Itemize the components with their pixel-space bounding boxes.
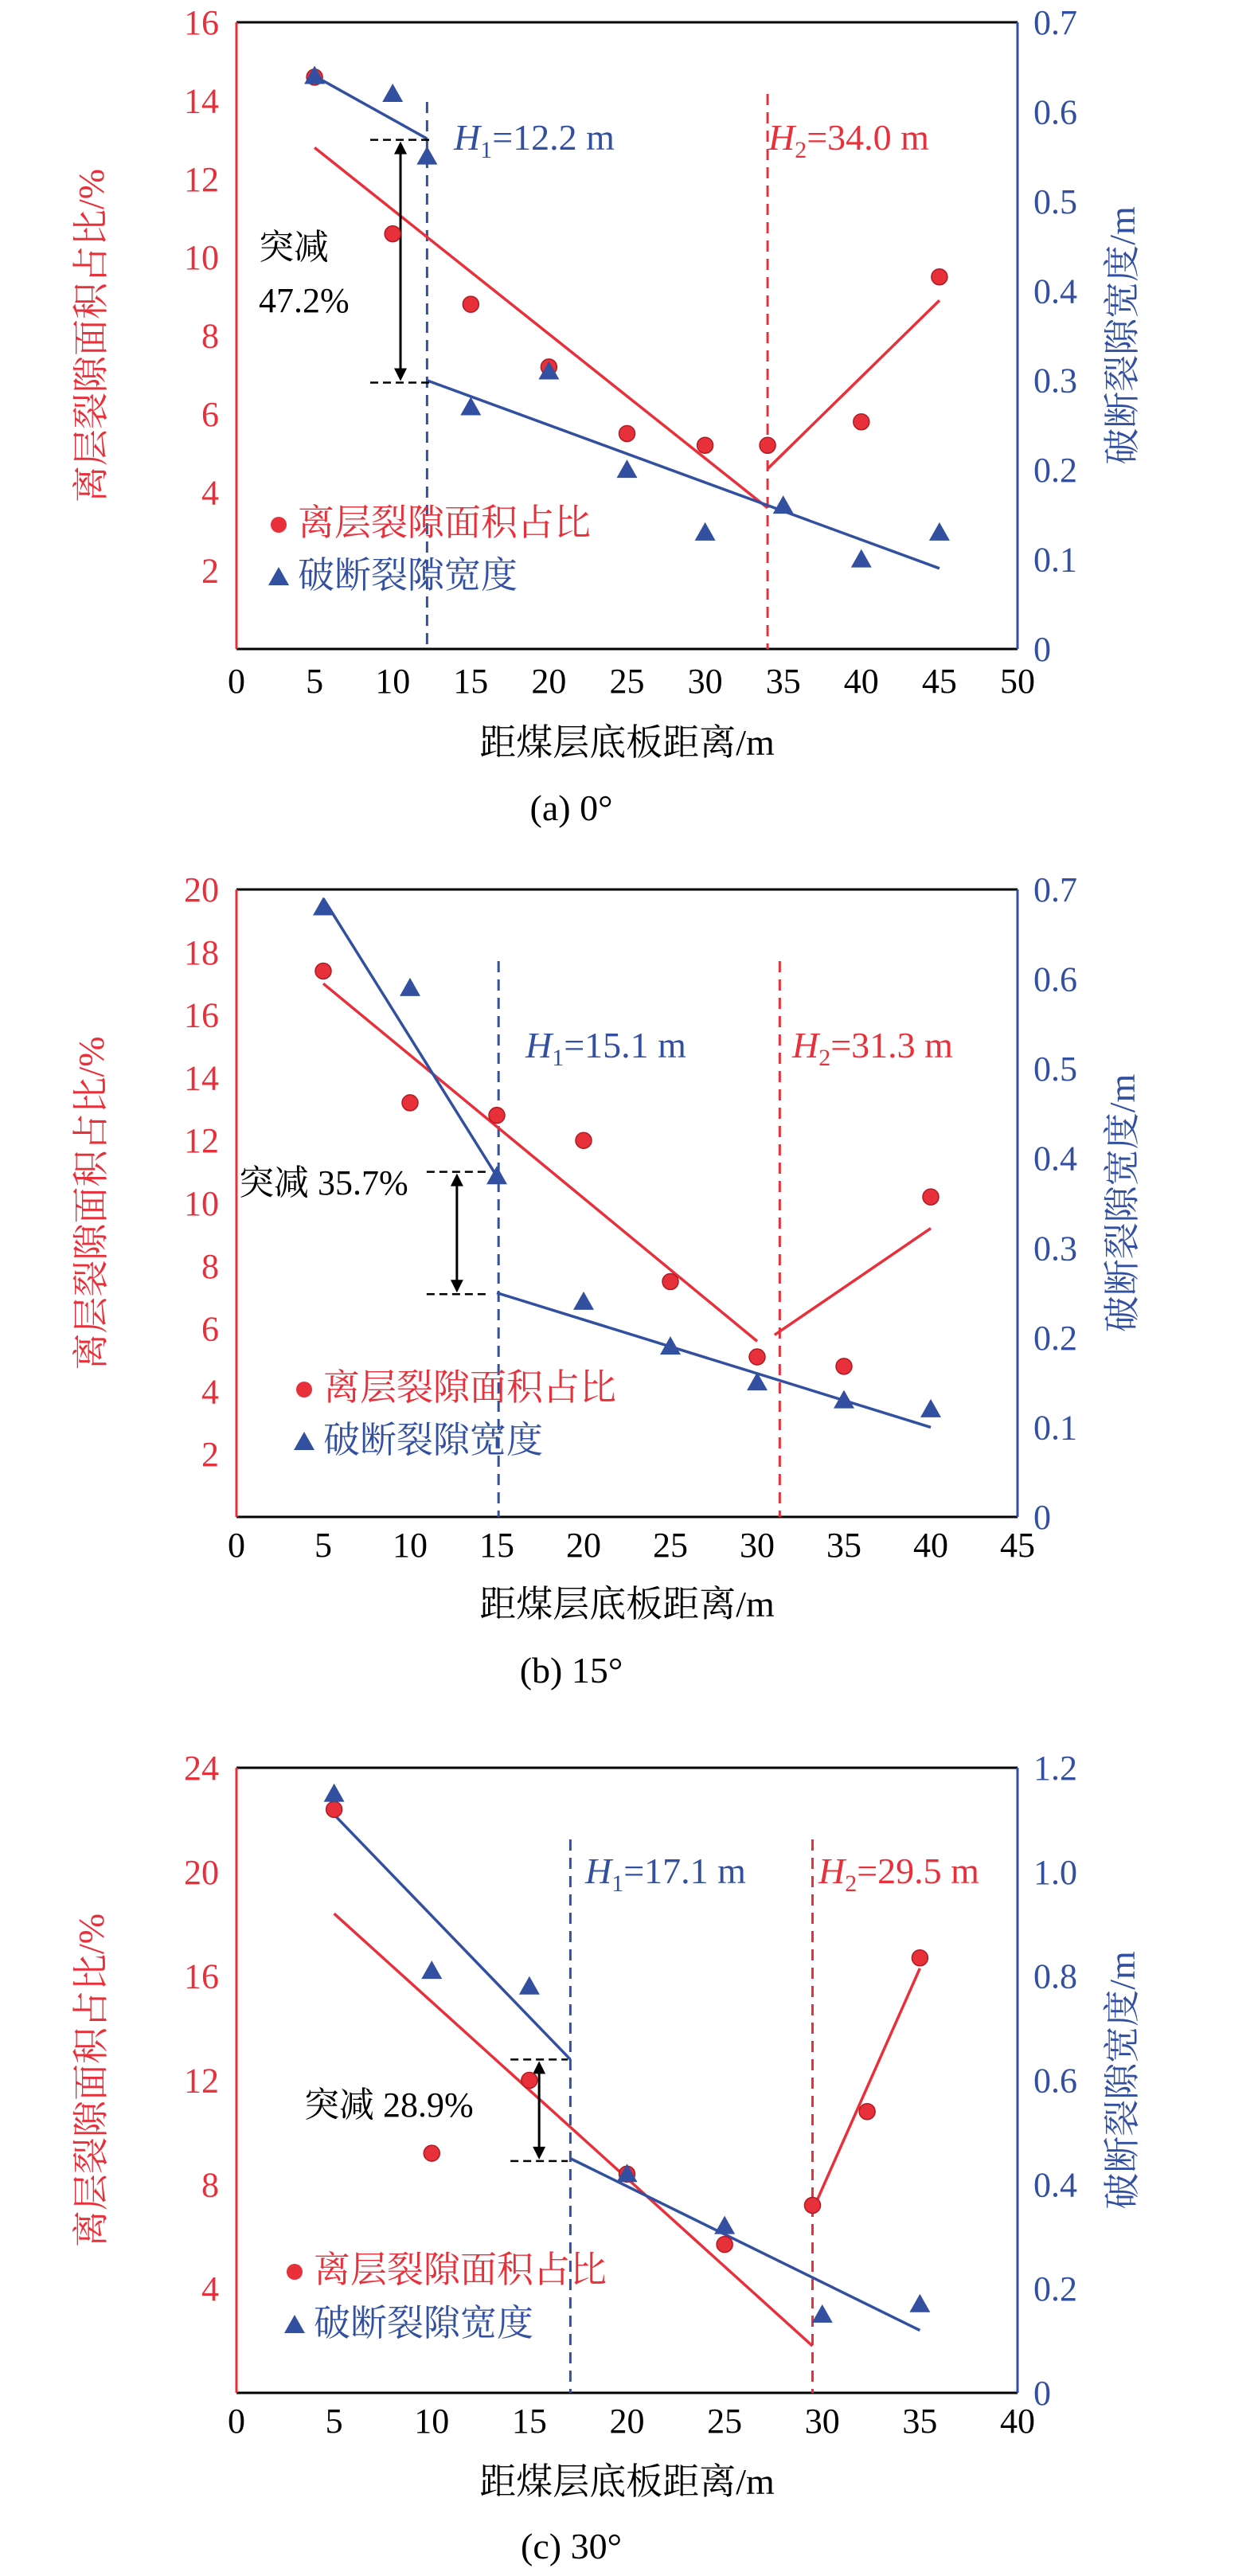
threshold-label-value: =17.1 m [623, 1851, 746, 1891]
right-axis-label: 破断裂隙宽度/m [1102, 1951, 1143, 2210]
trend-line-right [570, 2159, 920, 2331]
data-point-circle [760, 437, 775, 453]
data-point-triangle [324, 1784, 345, 1802]
left-tick-label: 12 [184, 1121, 219, 1161]
left-tick-label: 12 [184, 2061, 219, 2101]
data-point-circle [385, 226, 400, 242]
x-tick-label: 10 [393, 1526, 428, 1565]
legend-circle-marker [271, 517, 287, 533]
data-point-triangle [519, 1976, 540, 1995]
trend-line-left [314, 147, 768, 508]
data-point-circle [749, 1349, 765, 1365]
threshold-label-h1 [453, 117, 615, 163]
left-tick-label: 4 [201, 2269, 219, 2309]
left-axis-label: 离层裂隙面积占比/% [71, 168, 111, 503]
drop-annotation-text: 突减 [259, 228, 329, 267]
x-tick-label: 40 [913, 1526, 948, 1565]
data-point-circle [662, 1274, 678, 1290]
right-tick-label: 0.1 [1033, 540, 1077, 580]
right-tick-label: 0.1 [1033, 1408, 1077, 1448]
data-point-triangle [929, 522, 950, 541]
left-axis-label: 离层裂隙面积占比/% [71, 1913, 111, 2248]
x-tick-label: 50 [1000, 662, 1035, 701]
legend-entry-left: 离层裂隙面积占比 [298, 502, 591, 543]
drop-annotation-text: 突减 28.9% [304, 2085, 474, 2125]
data-point-triangle [313, 897, 334, 916]
right-tick-label: 0.7 [1033, 870, 1077, 909]
right-tick-label: 0.8 [1033, 1956, 1077, 1996]
drop-arrow-head-up [451, 1174, 463, 1186]
threshold-label-symbol: H [818, 1851, 846, 1891]
left-tick-label: 10 [184, 1184, 219, 1223]
x-tick-label: 5 [325, 2402, 343, 2441]
left-tick-label: 10 [184, 238, 219, 278]
legend-entry-right: 破断裂隙宽度 [314, 2303, 533, 2343]
drop-arrow-head-up [533, 2061, 545, 2074]
legend-circle-marker [287, 2264, 303, 2280]
threshold-label-symbol: H [454, 117, 481, 158]
x-tick-label: 0 [228, 2402, 245, 2441]
left-tick-label: 14 [184, 81, 219, 121]
right-axis-label: 破断裂隙宽度/m [1102, 206, 1143, 465]
data-point-circle [923, 1189, 939, 1205]
drop-arrow-head-up [394, 142, 407, 154]
chart-panel-2 [71, 870, 1143, 1691]
legend-circle-marker [296, 1382, 312, 1397]
drop-arrow-head-down [394, 369, 407, 381]
x-tick-label: 25 [653, 1526, 688, 1565]
x-tick-label: 20 [609, 2402, 645, 2441]
left-tick-label: 16 [184, 1956, 219, 1996]
left-tick-label: 24 [184, 1749, 219, 1788]
data-point-circle [836, 1358, 852, 1374]
drop-arrow-head-down [451, 1280, 463, 1292]
data-point-triangle [382, 84, 403, 102]
x-tick-label: 5 [306, 662, 324, 701]
threshold-label-subscript: 1 [480, 137, 493, 163]
right-tick-label: 0.6 [1033, 2061, 1077, 2101]
x-tick-label: 0 [228, 1526, 245, 1565]
x-tick-label: 25 [707, 2402, 743, 2441]
right-tick-label: 0.6 [1033, 92, 1077, 132]
threshold-label-h2 [818, 1851, 979, 1897]
data-point-triangle [416, 147, 437, 165]
data-point-triangle [421, 1960, 442, 1979]
threshold-label-value: =15.1 m [564, 1025, 686, 1065]
right-tick-label: 1.0 [1033, 1852, 1077, 1892]
chart-panel-3 [71, 1749, 1143, 2566]
right-tick-label: 0.7 [1033, 3, 1077, 42]
data-point-circle [717, 2237, 732, 2253]
legend-entry-left: 离层裂隙面积占比 [323, 1367, 616, 1408]
data-point-triangle [400, 978, 420, 996]
threshold-label-subscript: 2 [818, 1045, 831, 1071]
x-tick-label: 0 [228, 662, 245, 701]
x-tick-label: 45 [1000, 1526, 1035, 1565]
legend-triangle-marker [284, 2315, 305, 2333]
drop-annotation-text: 47.2% [259, 281, 350, 320]
data-point-circle [619, 425, 635, 441]
legend-entry-right: 破断裂隙宽度 [298, 555, 518, 596]
panel-caption: (b) 15° [519, 1650, 623, 1691]
data-point-circle [912, 1950, 928, 1966]
x-tick-label: 5 [314, 1526, 332, 1565]
trend-line-right [323, 898, 497, 1176]
panel-caption: (c) 30° [521, 2526, 622, 2566]
data-point-circle [463, 296, 479, 312]
data-point-triangle [617, 459, 638, 478]
data-point-circle [522, 2073, 537, 2089]
data-point-triangle [773, 495, 794, 514]
data-point-circle [424, 2145, 439, 2161]
data-point-circle [576, 1132, 592, 1148]
threshold-label-symbol: H [585, 1851, 612, 1891]
right-tick-label: 1.2 [1033, 1749, 1077, 1788]
right-tick-label: 0.3 [1033, 1229, 1077, 1268]
x-tick-label: 20 [566, 1526, 601, 1565]
threshold-label-h1 [525, 1025, 686, 1071]
left-tick-label: 4 [201, 473, 219, 513]
right-tick-label: 0.2 [1033, 451, 1077, 491]
data-point-triangle [812, 2304, 833, 2323]
threshold-label-value: =29.5 m [857, 1851, 979, 1891]
left-tick-label: 16 [184, 995, 219, 1035]
legend-entry-right: 破断裂隙宽度 [323, 1420, 543, 1460]
left-tick-label: 20 [184, 1852, 219, 1892]
x-tick-label: 15 [511, 2402, 547, 2441]
right-tick-label: 0.5 [1033, 1050, 1077, 1089]
left-tick-label: 4 [201, 1372, 219, 1412]
threshold-label-symbol: H [792, 1025, 819, 1065]
left-tick-label: 12 [184, 159, 219, 199]
data-point-triangle [920, 1399, 941, 1417]
x-tick-label: 30 [804, 2402, 840, 2441]
left-tick-label: 14 [184, 1058, 219, 1098]
right-tick-label: 0.4 [1033, 1139, 1077, 1179]
threshold-label-symbol: H [525, 1025, 553, 1065]
data-point-triangle [851, 549, 872, 568]
right-tick-label: 0.2 [1033, 2269, 1077, 2309]
data-point-circle [932, 269, 947, 285]
drop-arrow-head-down [533, 2147, 545, 2160]
x-tick-label: 40 [1000, 2402, 1035, 2441]
data-point-circle [315, 963, 331, 979]
right-tick-label: 0.6 [1033, 960, 1077, 999]
legend-entry-left: 离层裂隙面积占比 [314, 2250, 607, 2290]
trend-line-left [812, 1968, 920, 2211]
threshold-label-h2 [768, 117, 929, 163]
data-point-triangle [714, 2216, 735, 2234]
legend-triangle-marker [268, 567, 289, 585]
data-point-triangle [909, 2294, 930, 2312]
left-tick-label: 2 [201, 1435, 219, 1475]
right-tick-label: 0.2 [1033, 1318, 1077, 1358]
x-tick-label: 45 [921, 662, 957, 701]
drop-annotation-text: 突减 35.7% [239, 1163, 408, 1202]
left-tick-label: 6 [201, 394, 219, 434]
panel-caption: (a) 0° [529, 788, 613, 828]
x-tick-label: 15 [453, 662, 489, 701]
threshold-label-subscript: 1 [611, 1870, 624, 1897]
trend-line-right [334, 1815, 571, 2059]
threshold-label-symbol: H [768, 117, 795, 158]
data-point-triangle [486, 1166, 507, 1184]
legend-triangle-marker [294, 1432, 314, 1450]
right-axis-label: 破断裂隙宽度/m [1102, 1073, 1143, 1333]
x-tick-label: 40 [843, 662, 879, 701]
x-axis-label: 距煤层底板距离/m [479, 722, 775, 763]
left-tick-label: 18 [184, 932, 219, 972]
data-point-circle [402, 1095, 418, 1111]
threshold-label-h1 [584, 1851, 746, 1897]
left-tick-label: 20 [184, 870, 219, 909]
trend-line-left [768, 300, 940, 469]
right-tick-label: 0.3 [1033, 361, 1077, 401]
left-tick-label: 6 [201, 1309, 219, 1349]
right-tick-label: 0.4 [1033, 2165, 1077, 2205]
trend-line-right [314, 76, 427, 139]
left-tick-label: 8 [201, 316, 219, 356]
x-tick-label: 35 [902, 2402, 938, 2441]
x-tick-label: 30 [687, 662, 723, 701]
x-tick-label: 15 [479, 1526, 514, 1565]
data-point-circle [326, 1801, 342, 1817]
threshold-label-subscript: 2 [795, 137, 807, 163]
right-tick-label: 0.4 [1033, 272, 1077, 311]
x-tick-label: 35 [765, 662, 801, 701]
left-tick-label: 8 [201, 1246, 219, 1286]
x-tick-label: 10 [375, 662, 411, 701]
x-tick-label: 30 [740, 1526, 775, 1565]
threshold-label-subscript: 2 [845, 1870, 857, 1897]
left-tick-label: 16 [184, 3, 219, 42]
x-axis-label: 距煤层底板距离/m [479, 1584, 775, 1624]
threshold-label-h2 [791, 1025, 953, 1071]
data-point-circle [859, 2104, 875, 2120]
x-tick-label: 35 [826, 1526, 861, 1565]
left-axis-label: 离层裂隙面积占比/% [71, 1036, 111, 1370]
x-tick-label: 20 [531, 662, 567, 701]
right-tick-label: 0.5 [1033, 182, 1077, 221]
data-point-triangle [573, 1292, 594, 1310]
x-tick-label: 10 [414, 2402, 450, 2441]
threshold-label-value: =12.2 m [492, 117, 615, 158]
chart-panel-1 [71, 3, 1143, 828]
data-point-circle [697, 437, 713, 453]
data-point-circle [489, 1108, 505, 1124]
data-point-triangle [695, 522, 716, 541]
data-point-circle [854, 414, 869, 430]
left-tick-label: 8 [201, 2165, 219, 2205]
right-tick-label: 0 [1033, 630, 1051, 669]
threshold-label-value: =34.0 m [807, 117, 929, 158]
right-tick-label: 0 [1033, 1498, 1051, 1537]
trend-line-left [775, 1229, 931, 1335]
x-axis-label: 距煤层底板距离/m [479, 2461, 775, 2502]
right-tick-label: 0 [1033, 2374, 1051, 2413]
left-tick-label: 2 [201, 551, 219, 591]
data-point-circle [804, 2198, 820, 2214]
threshold-label-value: =31.3 m [830, 1025, 953, 1065]
threshold-label-subscript: 1 [552, 1045, 564, 1071]
x-tick-label: 25 [609, 662, 645, 701]
